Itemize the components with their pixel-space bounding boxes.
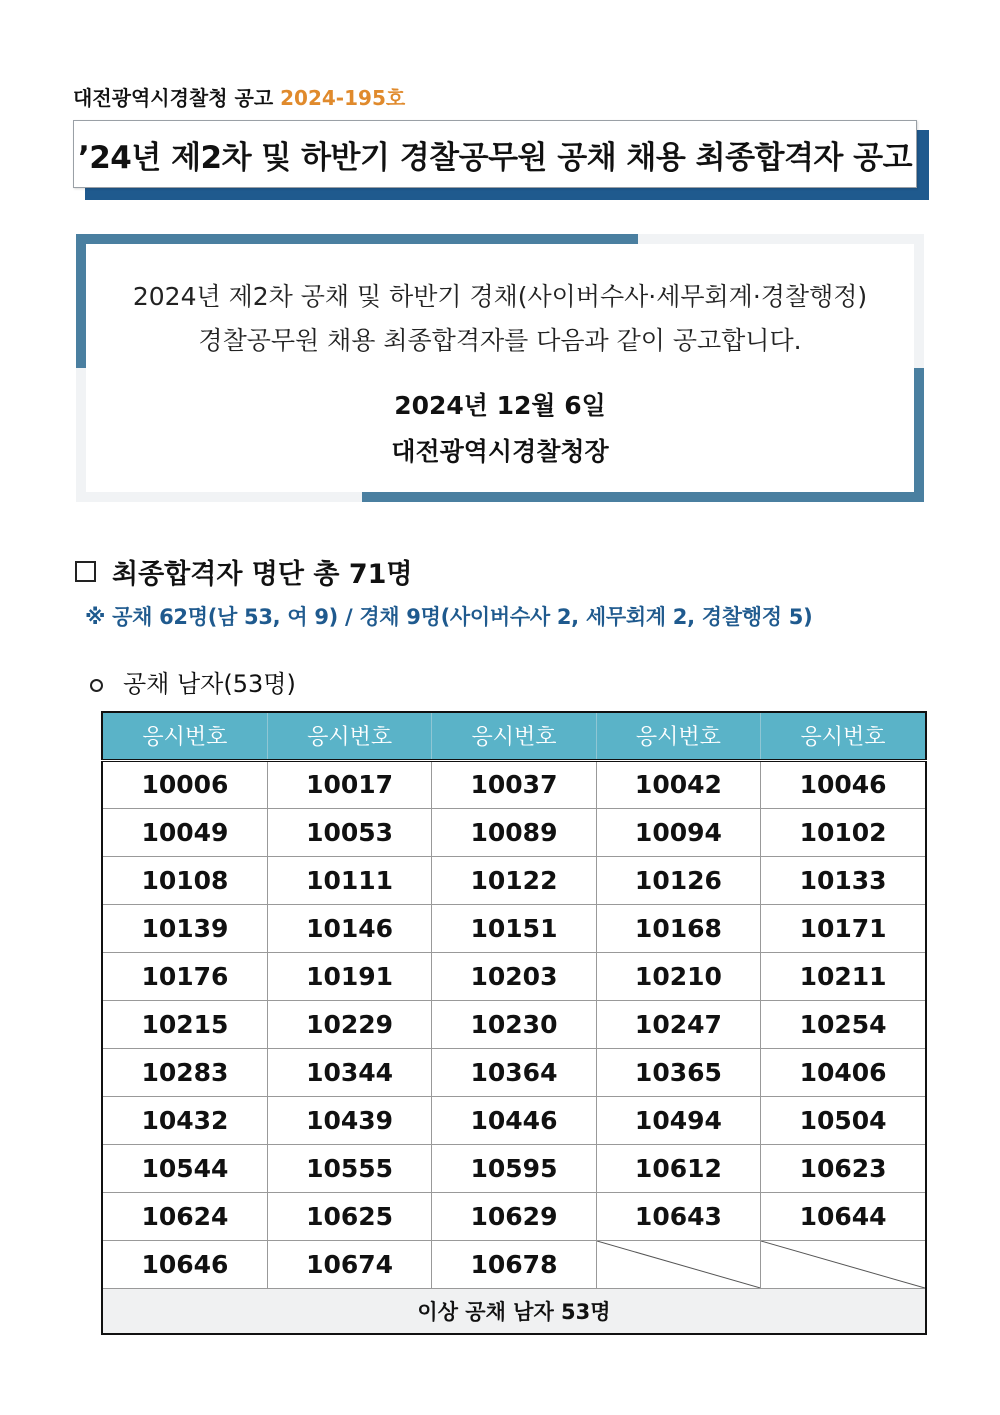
exam-number-cell: 10168	[596, 904, 760, 952]
exam-number-cell: 10037	[432, 760, 596, 808]
title-shadow	[85, 188, 929, 200]
notice-issuer: 대전광역시경찰청 공고	[73, 86, 274, 110]
checkbox-icon	[75, 561, 96, 582]
exam-number-cell: 10146	[267, 904, 431, 952]
exam-number-cell: 10046	[761, 760, 926, 808]
table-row	[102, 904, 926, 952]
section-heading-text: 최종합격자 명단 총 71명	[112, 559, 413, 590]
roster-table	[101, 711, 927, 1335]
subheading-text: 공채 남자(53명)	[123, 670, 296, 698]
exam-number-cell: 10364	[432, 1048, 596, 1096]
exam-number-cell: 10283	[102, 1048, 267, 1096]
notice-number	[73, 82, 405, 111]
exam-number-cell: 10365	[596, 1048, 760, 1096]
table-footer-row	[102, 1288, 926, 1334]
exam-number-cell: 10094	[596, 808, 760, 856]
exam-number-cell: 10151	[432, 904, 596, 952]
exam-number-cell: 10111	[267, 856, 431, 904]
table-row	[102, 856, 926, 904]
exam-number-cell: 10229	[267, 1000, 431, 1048]
title-shadow	[917, 130, 929, 200]
empty-cell	[596, 1240, 760, 1288]
exam-number-cell: 10017	[267, 760, 431, 808]
exam-number-cell: 10176	[102, 952, 267, 1000]
table-row	[102, 952, 926, 1000]
intro-line-2: 경찰공무원 채용 최종합격자를 다음과 같이 공고합니다.	[198, 326, 802, 355]
exam-number-cell: 10133	[761, 856, 926, 904]
exam-number-cell: 10247	[596, 1000, 760, 1048]
decor-bar	[76, 234, 638, 244]
exam-number-cell: 10139	[102, 904, 267, 952]
table-row	[102, 1192, 926, 1240]
table-header-row	[102, 712, 926, 760]
empty-cell	[761, 1240, 926, 1288]
exam-number-cell: 10042	[596, 760, 760, 808]
section-heading	[75, 552, 413, 591]
exam-number-cell: 10623	[761, 1144, 926, 1192]
subheading	[90, 664, 296, 699]
column-header: 응시번호	[102, 712, 267, 760]
table-row	[102, 1240, 926, 1288]
exam-number-cell: 10254	[761, 1000, 926, 1048]
column-header: 응시번호	[432, 712, 596, 760]
exam-number-cell: 10102	[761, 808, 926, 856]
exam-number-cell: 10678	[432, 1240, 596, 1288]
signatory: 대전광역시경찰청장	[391, 437, 609, 466]
column-header: 응시번호	[267, 712, 431, 760]
exam-number-cell: 10555	[267, 1144, 431, 1192]
exam-number-cell: 10049	[102, 808, 267, 856]
intro-line-1: 2024년 제2차 공채 및 하반기 경채(사이버수사·세무회계·경찰행정)	[132, 282, 868, 311]
table-footer: 이상 공채 남자 53명	[102, 1288, 926, 1334]
exam-number-cell: 10646	[102, 1240, 267, 1288]
page-title: ’24년 제2차 및 하반기 경찰공무원 공채 채용 최종합격자 공고	[77, 139, 913, 176]
table-row	[102, 1144, 926, 1192]
exam-number-cell: 10439	[267, 1096, 431, 1144]
diagonal-line	[597, 1241, 760, 1288]
exam-number-cell: 10191	[267, 952, 431, 1000]
exam-number-cell: 10624	[102, 1192, 267, 1240]
circle-bullet-icon	[90, 679, 103, 692]
exam-number-cell: 10674	[267, 1240, 431, 1288]
exam-number-cell: 10203	[432, 952, 596, 1000]
exam-number-cell: 10504	[761, 1096, 926, 1144]
exam-number-cell: 10053	[267, 808, 431, 856]
exam-number-cell: 10494	[596, 1096, 760, 1144]
diagonal-line	[761, 1241, 925, 1288]
column-header: 응시번호	[596, 712, 760, 760]
exam-number-cell: 10344	[267, 1048, 431, 1096]
summary-note: ※ 공채 62명(남 53, 여 9) / 경채 9명(사이버수사 2, 세무회계 2, 경찰행정 5)	[85, 605, 813, 629]
exam-number-cell: 10215	[102, 1000, 267, 1048]
exam-number-cell: 10612	[596, 1144, 760, 1192]
exam-number-cell: 10625	[267, 1192, 431, 1240]
exam-number-cell: 10108	[102, 856, 267, 904]
exam-number-cell: 10406	[761, 1048, 926, 1096]
exam-number-cell: 10006	[102, 760, 267, 808]
decor-bar	[362, 492, 924, 502]
announcement-date: 2024년 12월 6일	[394, 391, 606, 420]
exam-number-cell: 10126	[596, 856, 760, 904]
exam-number-cell: 10643	[596, 1192, 760, 1240]
title-banner	[73, 120, 929, 202]
exam-number-cell: 10171	[761, 904, 926, 952]
exam-number-cell: 10089	[432, 808, 596, 856]
notice-serial: 2024-195호	[280, 86, 406, 110]
exam-number-cell: 10629	[432, 1192, 596, 1240]
exam-number-cell: 10644	[761, 1192, 926, 1240]
exam-number-cell: 10595	[432, 1144, 596, 1192]
table-row	[102, 1000, 926, 1048]
intro-box	[76, 234, 924, 502]
exam-number-cell: 10544	[102, 1144, 267, 1192]
table-row	[102, 1096, 926, 1144]
table-row	[102, 808, 926, 856]
table-row	[102, 760, 926, 808]
exam-number-cell: 10230	[432, 1000, 596, 1048]
exam-number-cell: 10210	[596, 952, 760, 1000]
exam-number-cell: 10432	[102, 1096, 267, 1144]
exam-number-cell: 10211	[761, 952, 926, 1000]
exam-number-cell: 10446	[432, 1096, 596, 1144]
table-row	[102, 1048, 926, 1096]
title-box	[73, 120, 917, 188]
exam-number-cell: 10122	[432, 856, 596, 904]
table-body	[102, 760, 926, 1288]
column-header: 응시번호	[761, 712, 926, 760]
